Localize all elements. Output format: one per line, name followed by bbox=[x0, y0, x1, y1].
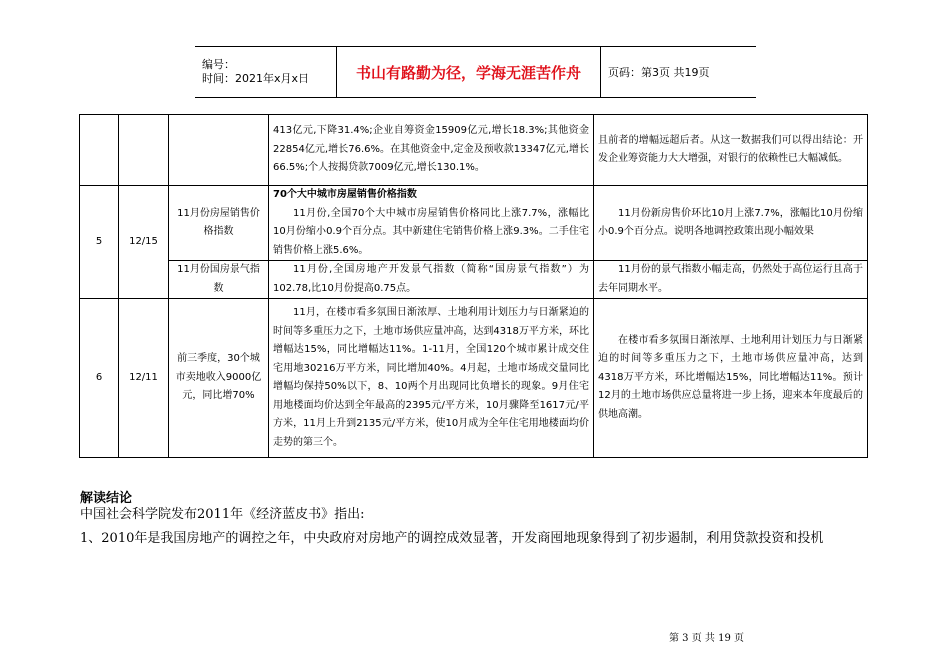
table-cell: 11月份的景气指数小幅走高，仍然处于高位运行且高于去年同期水平。 bbox=[594, 261, 868, 299]
row-item: 11月份房屋销售价格指数 bbox=[169, 186, 269, 261]
cell-title: 70个大中城市房屋销售价格指数 bbox=[273, 189, 417, 200]
page-header bbox=[195, 46, 756, 98]
table-cell: 413亿元,下降31.4%;企业自筹资金15909亿元,增长18.3%;其他资金22854亿元,增长76.6%。在其他资金中,定金及预收款13347亿元,增长66.5%;个人按揭贷款7009亿元,增长130.1%。 bbox=[269, 115, 594, 186]
table-row bbox=[80, 115, 868, 186]
time-label: 时间：2021年x月x日 bbox=[202, 72, 310, 85]
table-cell: 11月份,全国房地产开发景气指数（简称“国房景气指数”）为102.78,比10月份提高0.75点。 bbox=[269, 261, 594, 299]
table-row bbox=[80, 186, 868, 261]
conclusion-point: 1、2010年是我国房地产的调控之年，中央政府对房地产的调控成效显著，开发商囤地现象得到了初步遏制，利用贷款投资和投机 bbox=[80, 531, 824, 546]
table-cell: 且前者的增幅远超后者。从这一数据我们可以得出结论：开发企业筹资能力大大增强，对银行的依赖性已大幅减低。 bbox=[594, 115, 868, 186]
table-row bbox=[80, 261, 868, 299]
row-date: 12/15 bbox=[119, 186, 169, 299]
row-item: 前三季度，30个城市卖地收入9000亿元，同比增70% bbox=[169, 299, 269, 458]
table-cell: 在楼市看多氛围日渐浓厚、土地利用计划压力与日渐紧迫的时间等多重压力之下，土地市场供应量冲高，达到4318万平方米，环比增幅达15%，同比增幅达11%。预计12月的土地市场供应总量将进一步上扬，迎来本年度最后的供地高潮。 bbox=[594, 299, 868, 458]
table-cell bbox=[269, 186, 594, 261]
row-item: 11月份国房景气指数 bbox=[169, 261, 269, 299]
header-meta bbox=[195, 47, 337, 98]
cell-detail: 11月份,全国70个大中城市房屋销售价格同比上涨7.7%，涨幅比10月份缩小0.9个百分点。其中新建住宅销售价格上涨9.3%。二手住宅销售价格上涨5.6%。 bbox=[273, 207, 589, 256]
table-cell: 11月，在楼市看多氛围日渐浓厚、土地利用计划压力与日渐紧迫的时间等多重压力之下，土地市场供应量冲高，达到4318万平方米，环比增幅达15%，同比增幅达11%。1-11月，全国120个城市累计成交住宅用地30216万平方米，同比增加40%。4月起，土地市场成交量同比增幅均保持50%以下，8、10两个月出现同比负增长的现象。9月住宅用地楼面均价达到全年最高的2395元/平方米，10月骤降至1617元/平方米，11月上升到2135元/平方米，使10月成为全年住宅用地楼面均价走势的第三个。 bbox=[269, 299, 594, 458]
conclusion-heading: 解读结论 bbox=[80, 491, 133, 506]
row-number: 6 bbox=[80, 299, 119, 458]
row-number: 5 bbox=[80, 186, 119, 299]
header-motto: 书山有路勤为径，学海无涯苦作舟 bbox=[337, 47, 601, 98]
table-row bbox=[80, 299, 868, 458]
table-cell: 11月份新房售价环比10月上涨7.7%，涨幅比10月份缩小0.9个百分点。说明各地调控政策出现小幅效果 bbox=[594, 186, 868, 261]
row-date: 12/11 bbox=[119, 299, 169, 458]
conclusion-intro: 中国社会科学院发布2011年《经济蓝皮书》指出: bbox=[80, 507, 365, 522]
header-page-code: 页码：第3页 共19页 bbox=[601, 47, 757, 98]
number-label: 编号： bbox=[202, 58, 235, 71]
page-footer: 第 3 页 共 19 页 bbox=[669, 633, 744, 644]
data-table bbox=[79, 114, 868, 458]
